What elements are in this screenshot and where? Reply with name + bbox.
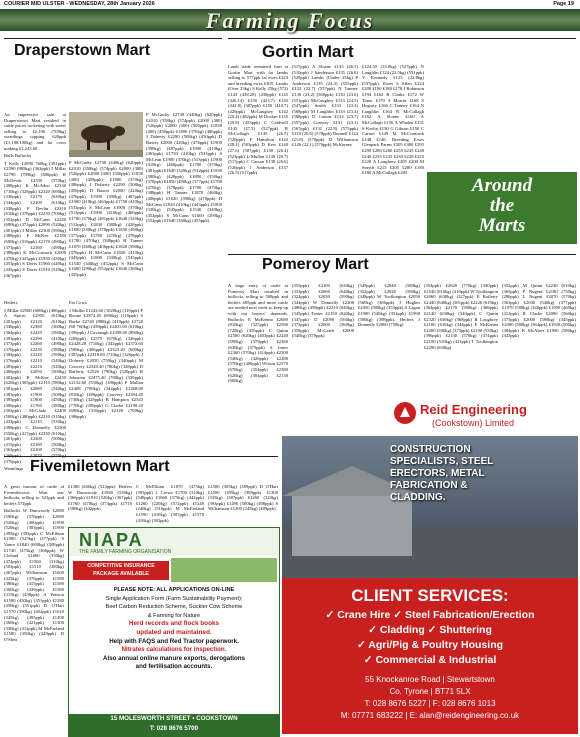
around-line-2: the bbox=[489, 195, 515, 216]
reid-spec-3: ERECTORS, METAL bbox=[390, 468, 485, 479]
reid-name: Reid Engineering bbox=[420, 402, 527, 417]
draperstown-bulls-heading: Bulls Bullocks bbox=[4, 153, 32, 159]
niapa-subtitle: THE FAMILY FARMING ORGANISATION bbox=[79, 549, 172, 555]
niapa-phone: T: 028 8676 5700 bbox=[149, 725, 199, 732]
gortin-title: Gortin Mart bbox=[262, 42, 354, 61]
draperstown-title: Draperstown Mart bbox=[14, 42, 151, 59]
draperstown-fatcows-text: J Mullin £1243.60 (1020kg) (119ppk) P Boone £2874.40 (690kg) (116ppk) S Burke £2748 (880kg) (410ppk) £2720 (60 760kg) (358ppk) £2401.60 (610kg) (390ppk) J Cavanagh £2398.60 (890kg) (269ppk) £2575 (670kg) (326ppk) £2428.20 (710kg) (342ppk) £2373.60 (590kg) (406ppk) £2323.20 (600kg) (387ppk) £2318.60 (710kg) (326ppk) J Doherty £2050 (750kg) (340ppk) M Convery £2540.40 (780kg) (348ppk) D Rafferty £2526 (790kg) (320ppk) B Johnston £2475.40 (780kg) (339ppk) £2132.60 (550kg) (380ppk) P Mullan £2408 (700kg) (344ppk) £2268.80 (810kg) (280ppk) Convery £2394.40 (730kg) (328ppk) R Hampton £2343 (770kg) (300ppk) G Clarke £2198.20 (690kg) (318ppk) £2128 (700kg) (306ppk) bbox=[69, 307, 143, 419]
around-line-1: Around bbox=[471, 175, 533, 196]
reid-engineering-ad bbox=[282, 396, 578, 734]
niapa-line-5: Herd records and flock books bbox=[128, 620, 220, 628]
around-line-3: Marts bbox=[478, 215, 526, 236]
pomeroy-col-2 bbox=[292, 283, 354, 393]
pomeroy-text-3: (349ppk) £2040 (580kg) (352ppk) £2020 (580kg) (348ppk) W Toolkington £2050 (560kg) (366ppk) J Hughes £2050 (580kg) (353ppk) A Lagan £1900 (540kg) (352ppk) £1990 (500kg) (398ppk). Heifers J Donnelly £2060 (750kg) bbox=[358, 283, 420, 328]
pomeroy-title: Pomeroy Mart bbox=[262, 256, 369, 273]
draperstown-col-1 bbox=[4, 112, 66, 278]
gortin-text-1: Lamb trade remained firm at Gortin Mart with fat lambs selling to 577ppk fat ewes £223 and breeding ewes £305. Lambs (Over 25kg) S Kelly 25kg (572) £143 (438.28) (438ppk) £145 (426.14) £150 (423.7) £145 (442.8) (387ppk) £150 (410.7) (420ppk) McGaughey £142 (29.4) (482ppk) M Doolan £135 (29.8) (453ppk) C Caldwell £145 (27.5) (527ppk) R McCullagh £145 (26.5) (520ppk) F Hamilton £142 (28.1) (505ppk) D Kerr £140 (27.6) (507ppk) £138 (26.4) (523ppk) L Mullan £138 (26.7) (517ppk) C Carson £138 (26.6) (520ppk) J Anderson £137 (26.5) (517ppk) bbox=[228, 64, 288, 176]
niapa-line-8: Nitrates calculations for inspection. bbox=[121, 646, 227, 654]
gortin-rule bbox=[228, 38, 576, 39]
banner-title: Farming Focus bbox=[205, 8, 375, 33]
niapa-line-3: Beef Carbon Reduction Scheme, Suckler Cow Scheme bbox=[105, 604, 243, 611]
reid-service-4: ✓ Commercial & Industrial bbox=[363, 654, 497, 666]
niapa-insurance-ribbon bbox=[73, 561, 169, 580]
niapa-line-4: & Farming for Nature bbox=[147, 612, 201, 619]
reid-service-1: ✓ Crane Hire ✓ Steel Fabrication/Erection bbox=[325, 609, 535, 621]
fivemiletown-col-4 bbox=[208, 484, 278, 524]
draperstown-heifers-heading: Heifers bbox=[4, 300, 18, 305]
draperstown-rule bbox=[4, 38, 222, 39]
fivemiletown-heifers-text: £1380 (260kg) (523ppk). Heifers W Dunwoody £1940 (530kg) (366ppk) £1910 (520kg) (367ppk) £1760 (470kg) (374ppk) £1710 (500kg) (342ppk) bbox=[68, 484, 132, 512]
reid-spec-1: CONSTRUCTION bbox=[390, 444, 471, 455]
fivemiletown-bullocks-text: Bullocks W Dunwoody £2080 (590kg) (376ppk) £2080 (520kg) (400ppk) £1990 (520kg) (383ppk) £1990 (495kg) (393ppk) C McElhinn £1980 (525kg) (377ppk) S Vance £1840 (600kg) (308ppk) £1740 (475kg) (366ppk) W Cleland £1660 (350kg) (474ppk) £1560 (310kg) (503ppk) £1510 (280kg) (467ppk) Williamson £1600 (425kg) (376ppk) £1580 (380kg) (415ppk) £1580 (360kg) (439ppk) £1580 (315kg) (438ppk) A Watson £1580 (450kg) (351ppk) £1580 (450kg) (351ppk) D O'Hart £1570 (390kg) (402ppk) £1610 (345kg) (495ppk) £1490 (360kg) (421ppk) £1300 (330kg) (412ppk) M McFarland £1500 (350kg) (428ppk) D O'Shea bbox=[4, 508, 64, 643]
reid-address-2: Co. Tyrone | BT71 5LX bbox=[389, 687, 471, 696]
pomeroy-text-4: (354ppk) £2620 (770kg) (340ppk) £2540 (610kg) (416ppk) W Toolkington £2060 (630kg) (327ppk) E Rafferty £2440 (640kg) (381ppk) £2220 (610kg) (364ppk) £2170 (590kg) (368ppk) £2140 (630kg) (340ppk) C Quinn £2320 (630kg) (368ppk) R Loughrey £2100 (610kg) (344ppk) E McKenna £2200 (590kg) (373ppk) £2100 (530kg) (396ppk) £2130 (570kg) (374ppk) £2100 (510kg) (411ppk) T Toolkington £2290 (650kg) bbox=[424, 283, 498, 350]
fivemiletown-text-3: C McElhinn £1870 (475kg) (393ppk) L Crowe £1700 (310kg) (548ppk) £1660 (375kg) (442ppk) £1260 (220kg) (572ppk) £1240 (240kg) (516ppk) M McFarland £1590 (410kg) (387ppk) £1570 (410kg) (382ppk) bbox=[136, 484, 204, 523]
draperstown-col-5 bbox=[146, 112, 222, 302]
pomeroy-text-1: A large entry of cattle at Pomeroy Mart resulted in bullocks selling to 508ppk and heifers 485ppk and more cattle are needed next week to keep up with our buyers' demands. Bullocks E McKenna £2680 (810kg) (327ppk) £2560 (720kg) (356ppk) C Quinn £2500 (620kg) (403ppk) £2240 (590kg) (379ppk) £2360 (630kg) (375ppk) S Jones £2360 (570kg) (414ppk) £2300 (540kg) (426ppk) £2280 (570kg) (400ppk) Wilson £2370 (670kg) (354ppk) £2380 (620kg) (384ppk) £2130 (600kg) bbox=[228, 283, 288, 384]
niapa-landscape-photo bbox=[171, 558, 277, 582]
fivemiletown-title: Fivemiletown Mart bbox=[30, 458, 170, 475]
draperstown-col-2 bbox=[69, 160, 143, 310]
pomeroy-rule bbox=[228, 254, 576, 255]
reid-contact bbox=[282, 674, 578, 722]
fivemiletown-text-4: £1500 (385kg) (389ppk) D O'Hart £1500 (385kg) (389ppk) £1300 (335kg) (387ppk) £1260 (320kg) (393ppk) £1490 (500kg) (498ppk) S Williamson £1200 (245kg) (489ppk). bbox=[208, 484, 278, 512]
draperstown-col-3 bbox=[4, 300, 66, 472]
pomeroy-col-3 bbox=[358, 283, 420, 393]
gortin-col-3 bbox=[362, 64, 424, 254]
draperstown-prices-2: P McGurky £2730 (440kg) (620ppk) £2010 (358kg) (574ppk) £2000 (380) (526ppk) £2000 (400) (500ppk) £1830 (400) (458ppk) £1800 (370kg) (486ppk) J Doherty £2290 (508kg) (450ppk) D Baxter £2000 (420kg) (476ppk) £1900 (390kg) (487ppk) £1900 (410kg) (463ppk) £1750 (410kg) (533ppk) S McLean £1900 (370kg) (513ppk) £1900 (410kg) (460ppk) £1780 (370kg) (481ppk) £1640 (320kg) (512ppk) £1830 (380kg) (428ppk) £1890 (350kg) (378ppk) £1850 (490kg) (377ppk) £1780 (470kg) (378ppk) £1780 (470kg) (388ppk) H Tanner £1870 (460kg) (406ppk) £1820 (390kg) (470ppk) H McCann £1820 (410kg) (443ppk) £1800 (330kg) (545ppk) £1540 (340kg) (452ppk) S McCann £1600 (290kg) (552ppk) £1640 (360kg) (455ppk) bbox=[69, 160, 143, 277]
niapa-line-1: PLEASE NOTE: ALL APPLICATIONS ON-LINE bbox=[113, 587, 235, 593]
niapa-ribbon-2: PACKAGE AVAILABLE bbox=[93, 571, 149, 577]
reid-service-3: ✓ Agri/Pig & Poultry Housing bbox=[356, 639, 504, 651]
reid-service-2: ✓ Cladding ✓ Shuttering bbox=[368, 624, 492, 636]
niapa-address: 15 MOLESWORTH STREET • COOKSTOWN bbox=[110, 715, 238, 722]
niapa-line-7: Help with FAQS and Red Tractor paperwork. bbox=[109, 637, 239, 645]
cattle-photo bbox=[69, 112, 143, 157]
pomeroy-col-4 bbox=[424, 283, 498, 393]
reid-services-title: CLIENT SERVICES: bbox=[351, 586, 509, 605]
pomeroy-col-5 bbox=[502, 283, 576, 393]
niapa-ribbon-1: COMPETITIVE INSURANCE bbox=[87, 563, 155, 569]
reid-subtitle: (Cookstown) Limited bbox=[432, 418, 515, 428]
pomeroy-col-1 bbox=[228, 283, 288, 393]
fivemiletown-col-2 bbox=[68, 484, 132, 524]
reid-spec-2: SPECIALISTS, STEEL bbox=[390, 456, 494, 467]
pomeroy-text-2: (355ppk) £2100 (630kg) (333ppk) £2060 (640kg) (322ppk) £2030 (590kg) (344ppk) W Donnelly £2200 (480kg) (458ppk) £2210 (640kg) (345ppk) Foster £2150 (620kg) (347ppk) D £2090 (560kg) (373ppk) £2000 (560kg) (358ppk) McGrath £2000 (540kg) (370ppk) bbox=[292, 283, 354, 339]
pomeroy-text-5: (352ppk) M Quinn £2230 (610kg) (365ppk) P Nugent £2180 (750kg) (290ppk) L Nugent £2070 (570kg) (363ppk) £2040 (540kg) (377ppk) £1970 (580kg) (340ppk) £1900 (460kg) (413ppk) R Clarke £2090 (560kg) (373ppk) £2000 (580kg) (345ppk) £2000 (580kg) (364ppk) £1920 (500kg) (384ppk) K McAleer £1990 (580kg) (343ppk) bbox=[502, 283, 576, 339]
niapa-line-10: and fertilisation accounts. bbox=[135, 663, 213, 671]
niapa-logo: NIAPA bbox=[79, 530, 144, 550]
fivemiletown-col-1 bbox=[4, 484, 64, 736]
niapa-line-9: Also annual online manure exports, derogations bbox=[103, 654, 245, 662]
niapa-line-6: updated and maintained. bbox=[136, 628, 212, 636]
reid-logo-icon bbox=[394, 402, 416, 424]
gortin-col-1 bbox=[228, 64, 288, 254]
reid-spec-4: FABRICATION & bbox=[390, 480, 468, 491]
fivemiletown-col-3 bbox=[136, 484, 204, 524]
page-number: Page 19 bbox=[553, 1, 574, 7]
draperstown-fatcows-heading: Fat Cows bbox=[69, 300, 87, 305]
gortin-col-2 bbox=[292, 64, 358, 254]
niapa-line-2: Single Application Form (Farm Sustainability Payment); bbox=[105, 595, 243, 602]
draperstown-intro: An impressive sale at Draperstown Mart resulted in cattle prices rocketing with steers selling to £2,190 (709kg) weanlings topping 620ppk (£1,180/190kg) and fat cows making £1,243.60. bbox=[4, 112, 66, 151]
reid-spec-5: CLADDING. bbox=[390, 492, 446, 503]
niapa-body bbox=[69, 586, 279, 672]
fivemiletown-rule bbox=[4, 456, 278, 457]
fivemiletown-intro: A great turnout of cattle at Fivemiletown Mart saw bullocks selling to 523ppk and heifers 572ppk. bbox=[4, 484, 64, 506]
issue-line: COURIER MID ULSTER - WEDNESDAY, 28th January 2026 bbox=[4, 1, 155, 7]
around-the-marts-title bbox=[427, 176, 577, 236]
reid-phone: T: 028 8676 5227 | F: 028 8676 1013 bbox=[364, 699, 496, 708]
draperstown-col-4 bbox=[69, 300, 143, 450]
reid-specialisms bbox=[390, 444, 514, 504]
niapa-footer bbox=[69, 714, 279, 736]
draperstown-weanlings-heading: Weanlings bbox=[4, 466, 24, 472]
reid-address-1: 55 Knockanroe Road | Stewartstown bbox=[365, 675, 495, 684]
gortin-text-3: £124.50 (23.0kg) (527ppk) N Laughlin £124 (22.5kg) (551ppk) V Kennedy £125 (22.8kg) (537ppk). Ewes S Allen £224 £200 £190 £180 £178 J Robinson £194 £162 R Clarke £172 W Toner £170 A Morrin £168 S Hegarty £166 C Tanney £164 N Laughlin £164 R McCullagh £162 A Sloane £160 A McCullagh £156 A Whalen £151 S Kerlin £150 G Gibson £150 C Carton £149 M McCormack £148 £146. Breeding Ewes Glenpark Farms £305 £300 £295 £290 £280 £260 £255 £245 £240 £240 £235 £235 £230 £228 £225 £220 A Loughrey £205 £200 M Smyth £215 £205 £200 £180 £180 A McCullagh £205. bbox=[362, 64, 424, 176]
draperstown-bulls-text: T Kelly £2090 760kg (391ppk) £2590 (909kg) (362ppk) J Millar £2790 (709kg) (386ppk) R McDevitt £2330 (570kg) (408ppk) K McAdoo £2330 (710kg) (328ppk) £2320 (690kg) (336ppk) £2170 (630kg) (344ppk) £2100 (610kg) (338ppk) F Devlin £2310 (610kg) (378ppk) £2250 (700kg) (352ppk) D McCann £2240 (690kg) (373ppk) £2090 (520kg) (401ppk) J Millar £2300 (590kg) (389ppk) P McKee £2180 (690kg) (316ppk) £2170 (490kg) (373ppk) £2160 (490kg) (388ppk) K McCormack £2000 (470kg) (425ppk) £1950 (430kg) (453ppk) S Davis £1960 (440kg) (445ppk) S Davis £1910 (520kg) (367ppk) bbox=[4, 160, 66, 278]
reid-mobile-email: M: 07771 683222 | E: alan@reidengineering.co.uk bbox=[340, 711, 520, 720]
cattle-icon bbox=[69, 112, 143, 157]
reid-services-list bbox=[282, 608, 578, 668]
draperstown-overflow: P McGurky £2730 (440kg) (620ppk) £2010 (358kg) (574ppk) £2000 (380) (526ppk) £2000 (400) (500ppk) £1830 (400) (458ppk) £1800 (370kg) (486ppk) J Doherty £2290 (508kg) (450ppk) D Baxter £2000 (420kg) (476ppk) £1900 (390kg) (487ppk) £1900 (410kg) (463ppk) £1750 (410kg) (533ppk) S McLean £1900 (370kg) (513ppk) £1900 (410kg) (460ppk) £1780 (370kg) (481ppk) £1640 (320kg) (512ppk) £1830 (380kg) (428ppk) £1890 (350kg) (378ppk) £1850 (490kg) (377ppk) £1780 (470kg) (378ppk) £1780 (470kg) (388ppk) H Tanner £1870 (460kg) (406ppk) £1820 (390kg) (470ppk) H McCann £1820 (410kg) (443ppk) £1800 (330kg) (545ppk) £1540 (340kg) (452ppk) S McCann £1600 (290kg) (552ppk) £1640 (360kg) (455ppk) bbox=[146, 112, 222, 224]
draperstown-heifers-text: J Millar £2560 (608kg) (406ppk) A Spicer £2950 (610kg) (401ppk) £2120 (610kg) (348ppk) £2380 (360kg) (364ppk) £2420 (590kg) (393ppk) £2290 (410kg) (373ppk) £2260 (490kg) (370ppk) £2230 (580kg) (384ppk) £2220 (590kg) (376ppk) £2210 (540kg) (403ppk) £2210 (520kg) (400ppk) £2050 (500kg) (402ppk) P McKee £2430 (620kg) (365ppk) £2110 (580kg) (381ppk) £2080 (540kg) (385ppk) £1900 (500kg) (395ppk) £1800 (450kg) (400ppk) £1760 (580kg) (303ppk) McGlade £2400 (500kg) (480ppk) £2210 (510kg) (433ppk) £2110 (530kg) (398ppk) C Donnelly £2300 (550kg) (417ppk) £2350 (610kg) (401ppk) £2300 (500kg) (415ppk) £2180 (500kg) (363ppk) £2100 (570kg) (376ppk) bbox=[4, 307, 66, 464]
gortin-text-2: (517ppk) A Sloane £135 (26.5) (510ppk) J Sanderson £135 (26.6) (529ppk) Lambs (Under 25kg) P Anderson £135 (24.3) (555ppk) £132 (23.7) (557ppk) N Tanney £130 (23.2) (560ppk) £130 (23.6) (551ppk) McCaughey £133 (24.3) (547ppk) Smith £133 (23.4) (568ppk) M Laughlin £133 (23.4) (568ppk) D Carton £132 (23.7) (557ppk) Conway £131 (23.1) (567ppk) £131 (22.8) (575ppk) £119 (20.6) (578ppk) Donnell £124 (21.8) (570ppk) D Williamson £126 (22.1) (570ppk) McKerney bbox=[292, 64, 358, 148]
niapa-ad bbox=[68, 527, 280, 737]
